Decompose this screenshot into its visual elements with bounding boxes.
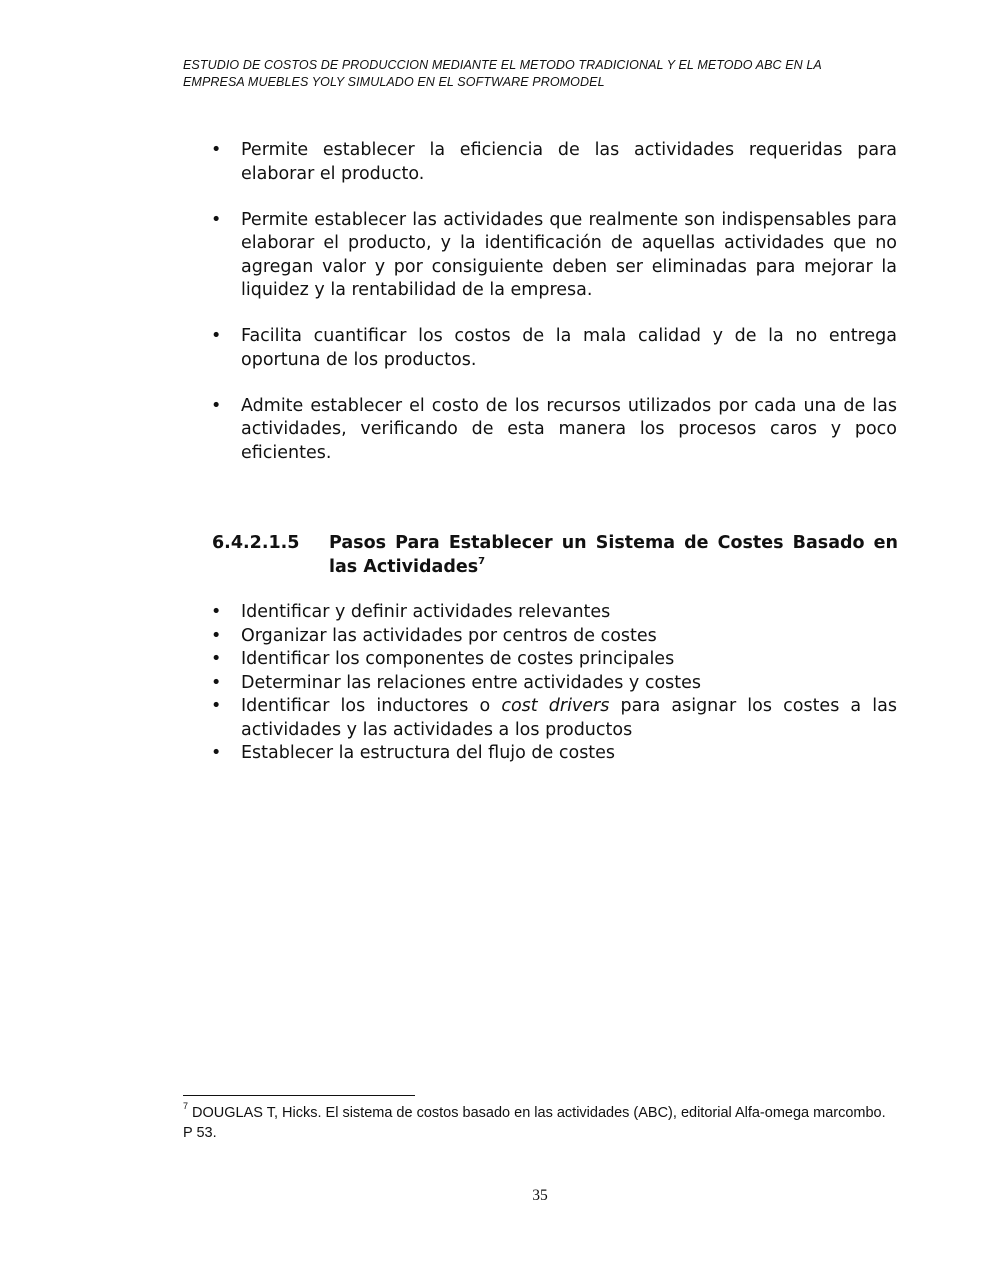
list-item-text-before: Identificar los inductores o (241, 696, 502, 716)
bullet-icon: • (211, 696, 222, 716)
list-item-text: Organizar las actividades por centros de costes (241, 625, 657, 646)
section-title-wrap (329, 532, 898, 579)
list-item (211, 648, 897, 672)
running-header-line-2: EMPRESA MUEBLES YOLY SIMULADO EN EL SOFTWARE PROMODEL (183, 75, 605, 89)
footnote-marker: 7 (183, 1101, 189, 1112)
advantages-list (211, 139, 897, 488)
cost-drivers-emphasis: cost drivers (501, 696, 610, 716)
bullet-icon: • (211, 625, 222, 646)
list-item-text-after: para asignar los costes a las actividades y las actividades a los productos (241, 696, 897, 740)
bullet-icon: • (211, 649, 222, 669)
list-item-text: Determinar las relaciones entre actividades y costes (241, 672, 702, 693)
list-item-text: Permite establecer las actividades que realmente son indispensables para elaborar el producto, y la identificación de aquellas actividades que no agregan valor y por consiguiente deben ser eliminadas para mejorar la liquidez y la rentabilidad de la empresa. (241, 209, 897, 300)
running-header (183, 57, 883, 91)
bullet-icon: • (211, 395, 222, 416)
list-item-text: Identificar los componentes de costes principales (241, 649, 675, 669)
list-item (211, 625, 897, 649)
bullet-icon: • (211, 743, 222, 763)
list-item (211, 601, 897, 625)
steps-list (211, 601, 897, 766)
bullet-icon: • (211, 326, 222, 346)
list-item (211, 325, 897, 372)
list-item-text: Establecer la estructura del flujo de costes (241, 743, 616, 763)
list-item (211, 209, 897, 303)
section-number: 6.4.2.1.5 (212, 533, 300, 553)
list-item-text: Facilita cuantificar los costos de la mala calidad y de la no entrega oportuna de los productos. (241, 326, 897, 370)
list-item (211, 139, 897, 186)
list-item (211, 672, 897, 696)
list-item-text: Permite establecer la eficiencia de las actividades requeridas para elaborar el producto. (241, 140, 897, 184)
list-item-text: Admite establecer el costo de los recursos utilizados por cada una de las actividades, verificando de esta manera los procesos caros y poco eficientes. (241, 395, 897, 463)
page-number: 35 (532, 1187, 548, 1204)
section-title: Pasos Para Establecer un Sistema de Costes Basado en las Actividades (329, 533, 898, 577)
list-item-text (241, 696, 897, 740)
bullet-icon: • (211, 672, 222, 693)
list-item-text: Identificar y definir actividades relevantes (241, 602, 611, 622)
section-heading (212, 532, 898, 579)
list-item (211, 742, 897, 766)
bullet-icon: • (211, 140, 222, 160)
footnote-divider (183, 1095, 415, 1096)
footnote (183, 1103, 898, 1143)
bullet-icon: • (211, 209, 222, 230)
list-item (211, 695, 897, 742)
bullet-icon: • (211, 602, 222, 622)
footnote-text: DOUGLAS T, Hicks. El sistema de costos basado en las actividades (ABC), editorial Alfa-omega marcombo. P 53. (183, 1105, 886, 1141)
footnote-reference[interactable]: 7 (478, 555, 486, 567)
running-header-line-1: ESTUDIO DE COSTOS DE PRODUCCION MEDIANTE EL METODO TRADICIONAL Y EL METODO ABC EN LA (183, 58, 822, 72)
list-item (211, 395, 897, 466)
